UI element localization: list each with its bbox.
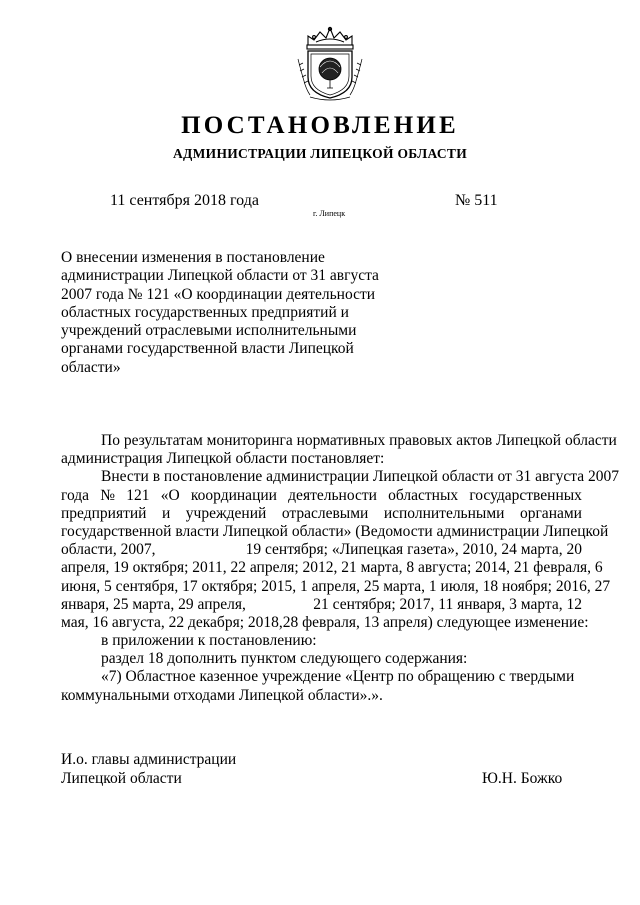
document-city: г. Липецк	[313, 209, 346, 218]
word: года	[61, 486, 90, 504]
word: государственных	[469, 486, 582, 504]
word: координации	[190, 486, 277, 504]
signature-position-line: И.о. главы администрации	[61, 751, 237, 768]
subject-line: 2007 года № 121 «О координации деятельности	[61, 285, 376, 303]
body-line: администрация Липецкой области постановляет:	[61, 450, 385, 468]
line-part: 21 сентября; 2017, 11 января, 3 марта, 12	[313, 595, 582, 613]
word: 121	[126, 486, 150, 504]
body-line: раздел 18 дополнить пунктом следующего содержания:	[101, 650, 468, 668]
body-line-justified	[61, 487, 582, 505]
body-line: По результатам мониторинга нормативных правовых актов Липецкой области	[101, 432, 617, 449]
signature-position-line: Липецкой области	[61, 770, 182, 787]
signature-position	[61, 750, 236, 788]
word: деятельности	[288, 486, 377, 504]
word: отраслевыми	[281, 504, 369, 522]
word: учреждений	[185, 504, 267, 522]
word: №	[100, 486, 116, 504]
subject-line: администрации Липецкой области от 31 августа	[61, 267, 379, 285]
signature-name: Ю.Н. Божко	[482, 770, 563, 787]
body-line: мая, 16 августа, 22 декабря; 2018,28 февраля, 13 апреля) следующее изменение:	[61, 613, 589, 631]
body-line-split	[61, 596, 582, 614]
subject-line: О внесении изменения в постановление	[61, 249, 325, 266]
word: предприятий	[61, 504, 147, 522]
document-title: ПОСТАНОВЛЕНИЕ	[181, 112, 459, 139]
document-subtitle: АДМИНИСТРАЦИИ ЛИПЕЦКОЙ ОБЛАСТИ	[172, 146, 468, 161]
word: и	[161, 504, 171, 522]
body-line: Внести в постановление администрации Липецкой области от 31 августа 2007	[101, 468, 619, 486]
subject-line: органами государственной власти Липецкой	[61, 340, 354, 358]
body-line: «7) Областное казенное учреждение «Центр по обращению с твердыми	[101, 668, 575, 686]
document-subject	[61, 249, 381, 377]
body-line: апреля, 19 октября; 2011, 22 апреля; 2012, 21 марта, 8 августа; 2014, 21 февраля, 6	[61, 559, 603, 577]
document-body	[61, 432, 619, 705]
line-part: 19 сентября; «Липецкая газета», 2010, 24 марта, 20	[245, 541, 582, 559]
coat-of-arms-icon	[294, 25, 366, 101]
document-date: 11 сентября 2018 года	[110, 192, 259, 209]
body-line: июня, 5 сентября, 17 октября; 2015, 1 апреля, 25 марта, 1 июля, 18 ноября; 2016, 27	[61, 577, 611, 595]
body-line: коммунальными отходами Липецкой области».».	[61, 686, 383, 704]
body-line-split	[61, 541, 582, 559]
body-line: в приложении к постановлению:	[101, 632, 317, 650]
line-part: области, 2007,	[61, 541, 156, 559]
document-number: № 511	[455, 192, 498, 209]
line-part: января, 25 марта, 29 апреля,	[61, 595, 246, 613]
body-line-justified	[61, 505, 582, 523]
word: исполнительными	[383, 504, 505, 522]
word: органами	[519, 504, 582, 522]
word: областных	[388, 486, 459, 504]
subject-line: учреждений отраслевыми исполнительными	[61, 322, 357, 340]
subject-line: области»	[61, 358, 121, 376]
word: «О	[160, 486, 180, 504]
body-line: государственной власти Липецкой области» (Ведомости администрации Липецкой	[61, 522, 609, 540]
subject-line: областных государственных предприятий и	[61, 303, 349, 321]
